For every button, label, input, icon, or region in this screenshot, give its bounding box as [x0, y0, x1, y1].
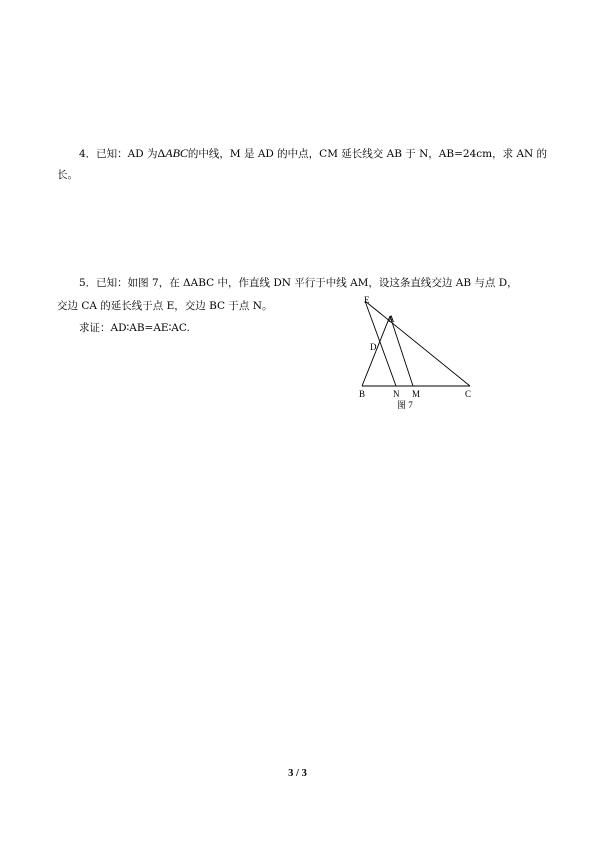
- label-e: E: [364, 295, 370, 305]
- problem-4-text-end: 的中线，M 是 AD 的中点，CM 延长线交 AB 于 N，AB=24cm，求 AN 的: [187, 148, 548, 160]
- figure-7-diagram: [350, 292, 490, 417]
- label-d: D: [370, 342, 377, 352]
- label-n: N: [393, 389, 400, 399]
- problem-5-line-3: 求证：AD∶AB=AE∶AC.: [79, 322, 190, 334]
- label-b: B: [359, 389, 366, 399]
- delta-symbol: Δ: [157, 146, 166, 160]
- triangle-abc: ABC: [165, 146, 188, 160]
- problem-4-line-2: 长。: [57, 169, 78, 181]
- figure-caption: 图 7: [397, 400, 413, 410]
- label-a: A: [388, 314, 395, 324]
- median-am: [390, 316, 413, 386]
- page-number: 3 / 3: [288, 768, 307, 779]
- problem-5-line-2: 交边 CA 的延长线于点 E，交边 BC 于点 N。: [57, 300, 273, 312]
- label-m: M: [412, 389, 421, 399]
- problem-5-line-1: 5．已知：如图 7，在 ΔABC 中，作直线 DN 平行于中线 AM，设这条直线交边 AB 与点 D，: [79, 277, 518, 289]
- label-c: C: [465, 389, 472, 399]
- problem-4-text-start: 4．已知：AD 为: [79, 148, 158, 160]
- problem-4-line-1: [79, 147, 547, 161]
